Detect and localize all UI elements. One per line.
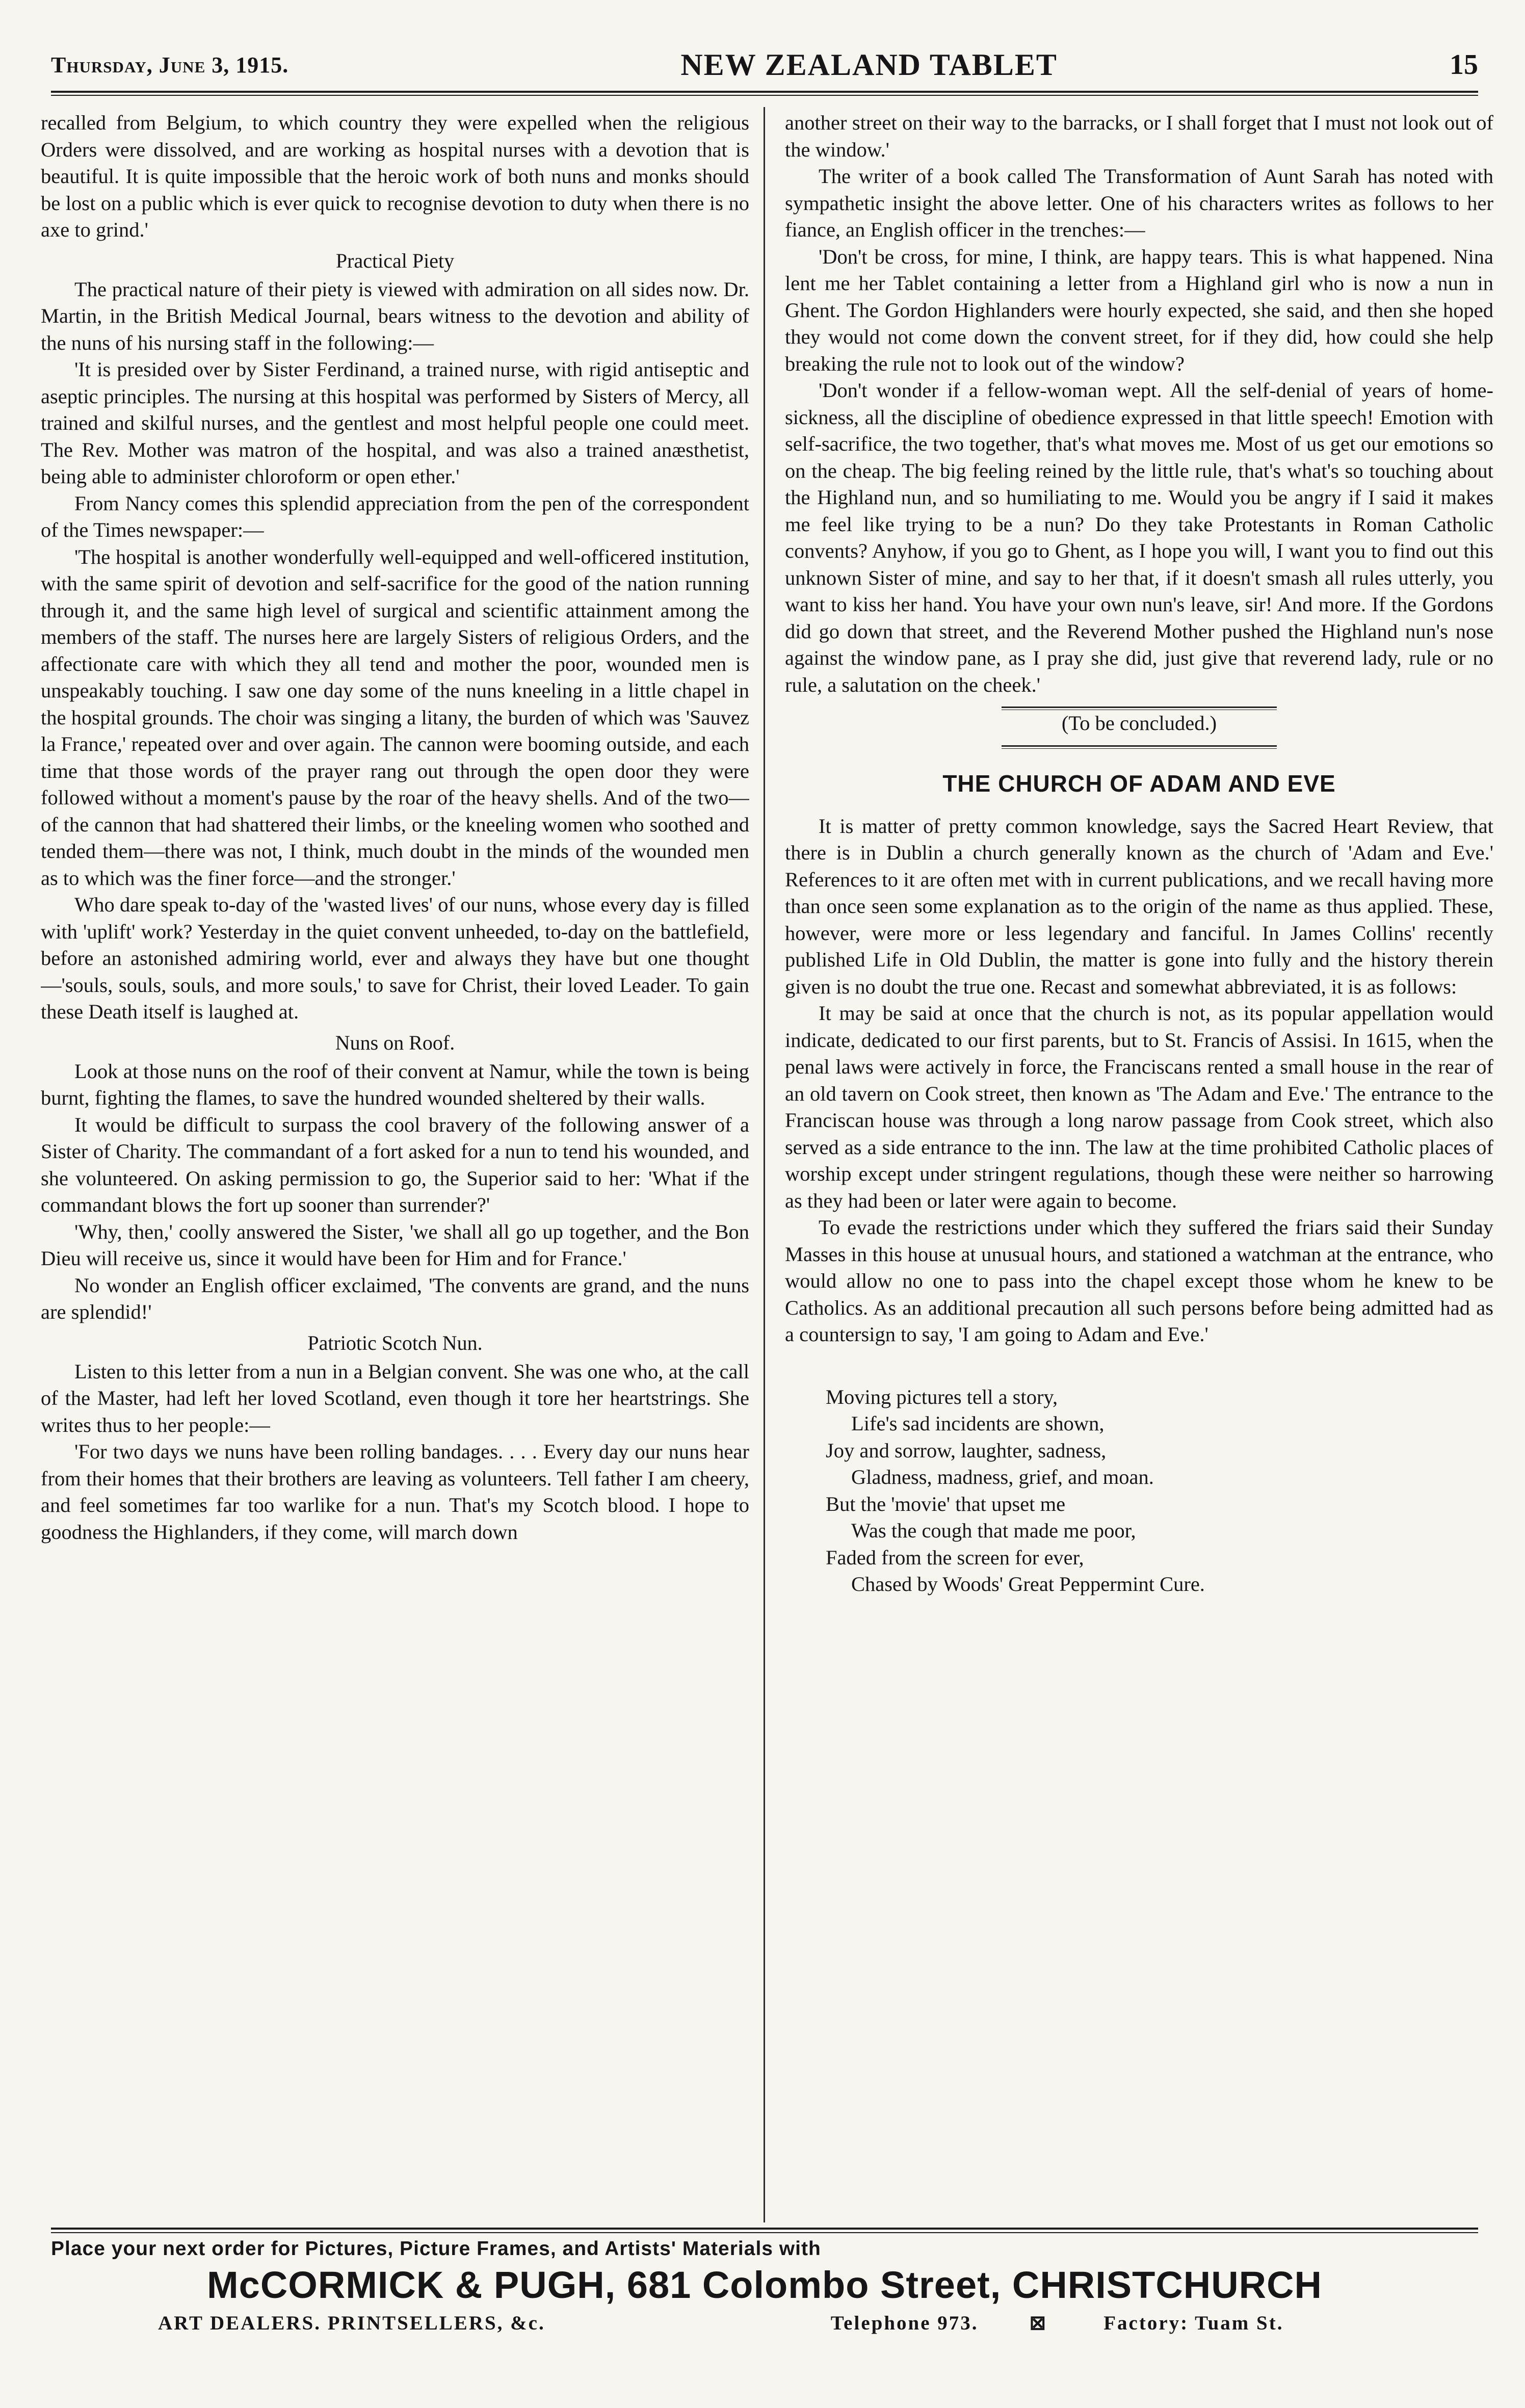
paragraph: No wonder an English officer exclaimed, 'The convents are grand, and the nuns are splendid!'	[41, 1273, 749, 1323]
section-rule	[1002, 706, 1277, 710]
paragraph: It is matter of pretty common knowledge, says the Sacred Heart Review, that there is in Dublin a church generally known as the church of 'Adam and Eve.' References to it are often met with in current publications, and we recall having more than once seen some explanation as to the origin of the name as thus applied. These, however, were more or less legendary and fanciful. In James Collins' recently published Life in Old Dublin, the matter is gone into fully and the history therein given is no doubt the true one. Recast and somewhat abbreviated, it is as follows:	[785, 814, 1493, 998]
subheading-practical-piety: Practical Piety	[335, 249, 455, 272]
paragraph: To evade the restrictions under which they suffered the friars said their Sunday Masses in this house at unusual hours, and stationed a watchman at the entrance, who would allow no one to pass into the chapel except those whom he knew to be Catholics. As an additional precaution all such persons before being admitted had as a countersign to say, 'I am going to Adam and Eve.'	[785, 1216, 1493, 1346]
paragraph: 'It is presided over by Sister Ferdinand, a trained nurse, with rigid antiseptic and aseptic principles. The nursing at this hospital was performed by Sisters of Mercy, all trained and skilful nurses, and the gentlest and most helpful people one could meet. The Rev. Mother was matron of the hospital, and was also a trained anæsthetist, being able to administer chloroform or open ether.'	[41, 358, 749, 488]
column-divider	[764, 107, 765, 2222]
advert-intro: Place your next order for Pictures, Picture Frames, and Artists' Materials with	[51, 2238, 821, 2260]
section-rule	[1002, 745, 1277, 749]
paragraph: Listen to this letter from a nun in a Belgian convent. She was one who, at the call of the Master, had left her loved Scotland, even though it tore her heartstrings. She writes thus to her people:—	[41, 1359, 749, 1436]
masthead	[51, 47, 1478, 83]
paragraph: another street on their way to the barracks, or I shall forget that I must not look out of the window.'	[785, 111, 1493, 161]
paragraph: recalled from Belgium, to which country they were expelled when the religious Orders were dissolved, and are working as hospital nurses with a devotion that is beautiful. It is quite impossible that the heroic work of both nuns and monks should be lost on a public which is ever quick to recognise devotion to duty when there is no axe to grind.'	[41, 111, 749, 241]
poem-line: Faded from the screen for ever,	[826, 1546, 1084, 1569]
paragraph: The writer of a book called The Transformation of Aunt Sarah has noted with sympathetic insight the above letter. One of his characters writes as follows to her fiance, an English officer in the trenches:—	[785, 165, 1493, 241]
poem-line: Was the cough that made me poor,	[851, 1519, 1136, 1542]
article-title-church-of-adam-and-eve: THE CHURCH OF ADAM AND EVE	[942, 770, 1336, 797]
paragraph: 'For two days we nuns have been rolling bandages. . . . Every day our nuns hear from their homes that their brothers are leaving as volunteers. Tell father I am cheery, and feel sometimes far too warlike for a nun. That's my Scotch blood. I hope to goodness the Highlanders, if they come, will march down	[41, 1440, 749, 1543]
poem-line: Life's sad incidents are shown,	[851, 1412, 1105, 1435]
advert-mark-icon: ⊠	[1029, 2312, 1048, 2334]
paragraph: 'Don't wonder if a fellow-woman wept. All the self-denial of years of home-sickness, all the discipline of obedience expressed in that little speech! Emotion with self-sacrifice, the two together, that's what moves me. Most of us get our emotions so on the cheap. The big feeling reined by the little rule, that's what's so touching about the Highland nun, and so humiliating to me. Would you be angry if I said it makes me feel like trying to be a nun? Do they take Protestants in Roman Catholic convents? Anyhow, if you go to Ghent, as I hope you will, I want you to find out this unknown Sister of mine, and say to her that, if it doesn't smash all rules utterly, you want to kiss her hand. You have your own nun's leave, sir! And more. If the Gordons did go down that street, and the Reverend Mother pushed the Highland nun's nose against the window pane, as I pray she did, just give that reverend lady, rule or no rule, a salutation on the cheek.'	[785, 379, 1493, 696]
paragraph: Look at those nuns on the roof of their convent at Namur, while the town is being burnt, fighting the flames, to save the hundred wounded sheltered by their walls.	[41, 1059, 749, 1109]
poem	[785, 1384, 1493, 1598]
paragraph: It may be said at once that the church is not, as its popular appellation would indicate, dedicated to our first parents, but to St. Francis of Assisi. In 1615, when the penal laws were actively in force, the Franciscans rented a small house in the rear of an old tavern on Cook street, then known as 'The Adam and Eve.' The entrance to the Franciscan house was through a long narow passage from Cook street, which also served as a side entrance to the inn. The law at the time prohibited Catholic places of worship except under stringent regulations, though these were neither so harrowing as they had been or later were again to become.	[785, 1002, 1493, 1212]
right-column	[785, 110, 1493, 2220]
newspaper-title: NEW ZEALAND TABLET	[680, 47, 1058, 82]
advertisement	[51, 2238, 1478, 2335]
paragraph: It would be difficult to surpass the cool bravery of the following answer of a Sister of Charity. The commandant of a fort asked for a nun to tend his wounded, and she volunteered. On asking permission to go, the Superior said to her: 'What if the commandant blows the fort up sooner than surrender?'	[41, 1113, 749, 1216]
advert-business-name: McCORMICK & PUGH, 681 Colombo Street, CHRISTCHURCH	[207, 2264, 1322, 2306]
advert-rule	[51, 2228, 1478, 2233]
poem-line: Gladness, madness, grief, and moan.	[851, 1465, 1154, 1488]
paragraph: From Nancy comes this splendid appreciation from the pen of the correspondent of the Times newspaper:—	[41, 491, 749, 541]
subheading-patriotic-scotch-nun: Patriotic Scotch Nun.	[307, 1331, 483, 1354]
paragraph: Who dare speak to-day of the 'wasted lives' of our nuns, whose every day is filled with 'uplift' work? Yesterday in the quiet convent unheeded, to-day on the battlefield, before an astonished admiring world, ever and always they have but one thought—'souls, souls, souls, and more souls,' to save for Christ, their loved Leader. To gain these Death itself is laughed at.	[41, 893, 749, 1023]
masthead-rule	[51, 91, 1478, 96]
advert-trade: ART DEALERS. PRINTSELLERS, &c.	[158, 2312, 545, 2334]
paragraph: 'Don't be cross, for mine, I think, are happy tears. This is what happened. Nina lent me her Tablet containing a letter from a Highland girl who is now a nun in Ghent. The Gordon Highlanders were hourly expected, she said, and then she hoped they would not come down the convent street, for if they did, how could she help breaking the rule not to look out of the window?	[785, 245, 1493, 375]
advert-details	[51, 2312, 1478, 2335]
poem-line: Joy and sorrow, laughter, sadness,	[826, 1438, 1107, 1462]
subheading-nuns-on-roof: Nuns on Roof.	[335, 1031, 455, 1054]
paragraph: 'Why, then,' coolly answered the Sister, 'we shall all go up together, and the Bon Dieu will receive us, since it would have been for Him and for France.'	[41, 1220, 749, 1270]
issue-date: Thursday, June 3, 1915.	[51, 52, 289, 77]
page-number: 15	[1449, 49, 1478, 81]
poem-line: But the 'movie' that upset me	[826, 1492, 1066, 1515]
poem-line: Moving pictures tell a story,	[826, 1385, 1058, 1408]
poem-line: Chased by Woods' Great Peppermint Cure.	[851, 1573, 1205, 1595]
advert-factory: Factory: Tuam St.	[1103, 2312, 1284, 2334]
advert-telephone: Telephone 973.	[830, 2312, 979, 2334]
to-be-concluded: (To be concluded.)	[1061, 712, 1217, 735]
left-column	[41, 110, 749, 2220]
paragraph: 'The hospital is another wonderfully well-equipped and well-officered institution, with the same spirit of devotion and self-sacrifice for the good of the nation running through it, and the same high level of surgical and scientific attainment among the members of the staff. The nurses here are largely Sisters of religious Orders, and the affectionate care with which they all tend and mother the poor, wounded men is unspeakably touching. I saw one day some of the nuns kneeling in a little chapel in the hospital grounds. The choir was singing a litany, the burden of which was 'Sauvez la France,' repeated over and over again. The cannon were booming outside, and each time that those words of the prayer rang out through the open door they were followed without a moment's pause by the roar of the heavy shells. And of the two—of the cannon that had shattered their limbs, or the kneeling women who soothed and tended them—there was not, I think, much doubt in the minds of the wounded men as to which was the finer force—and the stronger.'	[41, 545, 749, 889]
paragraph: The practical nature of their piety is viewed with admiration on all sides now. Dr. Martin, in the British Medical Journal, bears witness to the devotion and ability of the nuns of his nursing staff in the following:—	[41, 277, 749, 354]
